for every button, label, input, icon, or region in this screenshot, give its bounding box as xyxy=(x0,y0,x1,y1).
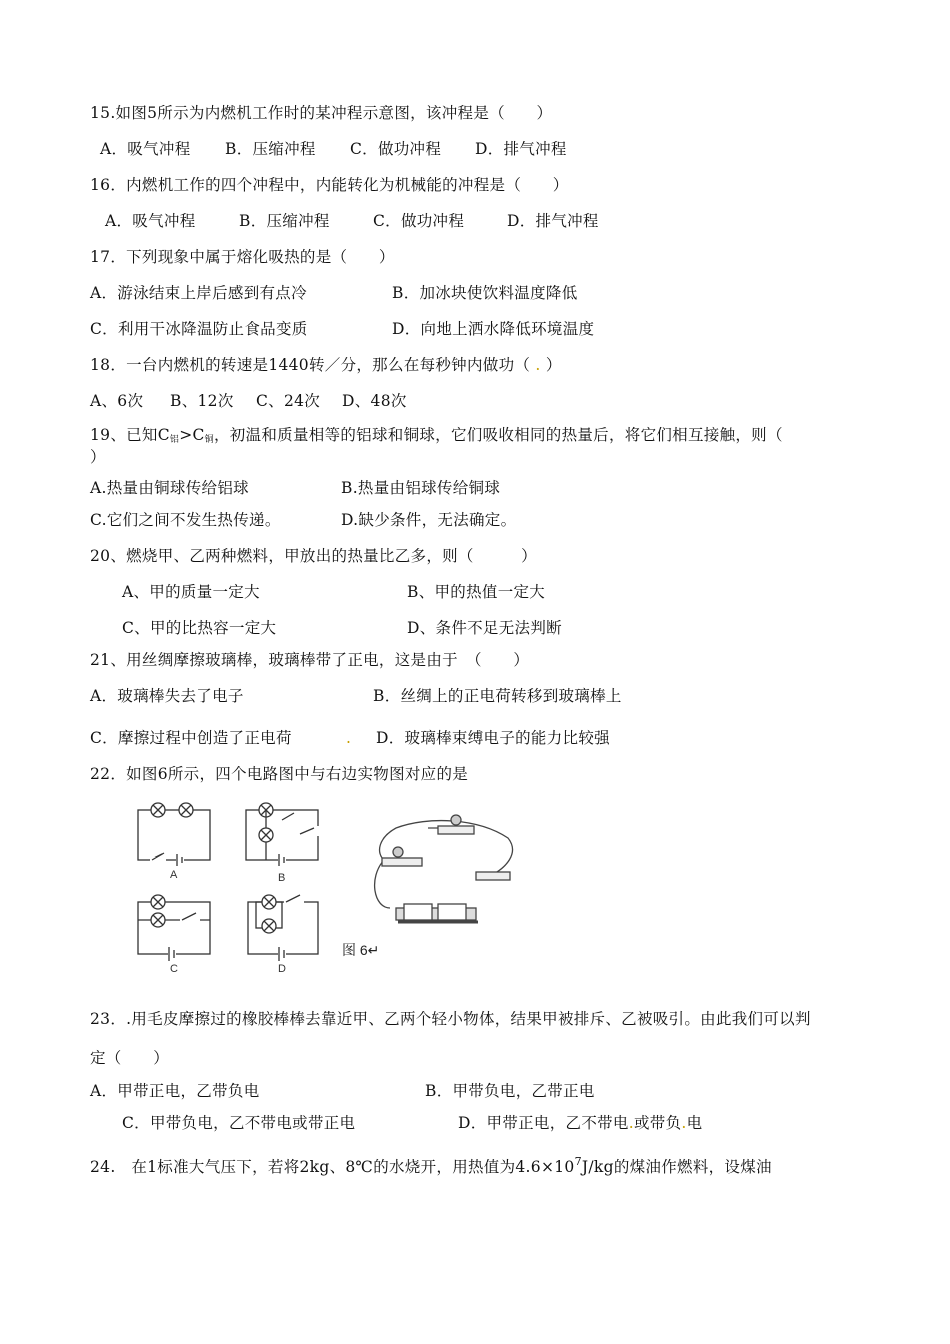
stray-dot: . xyxy=(530,356,546,374)
circuit-a xyxy=(138,803,210,866)
label-d: D xyxy=(278,963,286,975)
q15-option-d: D．排气冲程 xyxy=(475,140,567,158)
q18-option-b: B、12次 xyxy=(170,392,234,410)
label-c: C xyxy=(170,963,178,975)
q15-stem: 15.如图5所示为内燃机工作时的某冲程示意图，该冲程是（ ） xyxy=(90,104,553,122)
q15-option-a: A．吸气冲程 xyxy=(100,140,191,158)
q21-option-b: B．丝绸上的正电荷转移到玻璃棒上 xyxy=(373,687,622,705)
q15-option-c: C．做功冲程 xyxy=(350,140,442,158)
q19-option-d: D.缺少条件，无法确定。 xyxy=(341,511,517,529)
q24-stem: 24. 在1标准大气压下，若将2kg、8℃的水烧开，用热值为$4.6\times 10^7J/kg$的煤油作燃料，设煤油 xyxy=(90,1155,772,1176)
physical-circuit-photo xyxy=(375,815,513,922)
label-a: A xyxy=(170,869,178,881)
q20-option-a: A、甲的质量一定大 xyxy=(122,583,260,601)
q16-option-c: C．做功冲程 xyxy=(373,212,465,230)
q20-option-b: B、甲的热值一定大 xyxy=(407,583,546,601)
q19-option-a: A.热量由铜球传给铝球 xyxy=(90,479,249,497)
q21-option-c: C．摩擦过程中创造了正电荷 xyxy=(90,729,292,747)
figure-6-circuits xyxy=(128,798,528,976)
figure-6-caption: 图 6↵ xyxy=(342,942,380,958)
q18-stem: 18．一台内燃机的转速是1440转／分，那么在每秒钟内做功（ . ） xyxy=(90,356,562,374)
q23-option-a: A．甲带正电，乙带负电 xyxy=(90,1082,260,1100)
q23-option-b: B．甲带负电，乙带正电 xyxy=(425,1082,595,1100)
q19-stem: 19、已知$C_铝>C_铜$，初温和质量相等的铝球和铜球，它们吸收相同的热量后，将它们相互接触，则（ xyxy=(90,426,783,445)
q21-option-d: D．玻璃棒束缚电子的能力比较强 xyxy=(376,729,610,747)
q19-option-b: B.热量由铝球传给铜球 xyxy=(341,479,501,497)
q23-option-c: C．甲带负电，乙不带电或带正电 xyxy=(122,1114,356,1132)
q17-option-d: D．向地上洒水降低环境温度 xyxy=(392,320,595,338)
q17-option-b: B．加冰块使饮料温度降低 xyxy=(392,284,578,302)
q18-option-a: A、6次 xyxy=(90,392,144,410)
q15-option-b: B．压缩冲程 xyxy=(225,140,316,158)
q16-option-d: D．排气冲程 xyxy=(507,212,599,230)
circuit-c xyxy=(138,895,210,961)
q16-stem: 16．内燃机工作的四个冲程中，内能转化为机械能的冲程是（ ） xyxy=(90,176,569,194)
q21-option-a: A．玻璃棒失去了电子 xyxy=(90,687,244,705)
q21-stem: 21、用丝绸摩擦玻璃棒，玻璃棒带了正电，这是由于 （ ） xyxy=(90,651,530,669)
q18-option-d: D、48次 xyxy=(342,392,407,410)
q19-stem-end: ） xyxy=(90,448,106,466)
q22-stem: 22．如图6所示，四个电路图中与右边实物图对应的是 xyxy=(90,765,469,783)
label-b: B xyxy=(278,872,286,884)
q20-option-c: C、甲的比热容一定大 xyxy=(122,619,277,637)
q17-option-a: A．游泳结束上岸后感到有点冷 xyxy=(90,284,307,302)
circuit-d xyxy=(248,895,318,961)
q16-option-a: A．吸气冲程 xyxy=(105,212,196,230)
q23-stem: 23．.用毛皮摩擦过的橡胶棒棒去靠近甲、乙两个轻小物体，结果甲被排斥、乙被吸引。由此我们可以判 xyxy=(90,1010,811,1028)
q17-stem: 17．下列现象中属于熔化吸热的是（ ） xyxy=(90,248,395,266)
circuit-b xyxy=(246,803,320,866)
q19-option-c: C.它们之间不发生热传递。 xyxy=(90,511,281,529)
q23-stem-cont: 定（ ） xyxy=(90,1049,170,1067)
q16-option-b: B．压缩冲程 xyxy=(239,212,330,230)
q17-option-c: C．利用干冰降温防止食品变质 xyxy=(90,320,308,338)
q23-option-d: D．甲带正电，乙不带电.或带负.电 xyxy=(458,1114,703,1132)
stray-dot-2: . xyxy=(346,729,352,747)
q20-stem: 20、燃烧甲、乙两种燃料，甲放出的热量比乙多，则（ ） xyxy=(90,547,537,565)
q18-option-c: C、24次 xyxy=(256,392,321,410)
q20-option-d: D、条件不足无法判断 xyxy=(407,619,562,637)
